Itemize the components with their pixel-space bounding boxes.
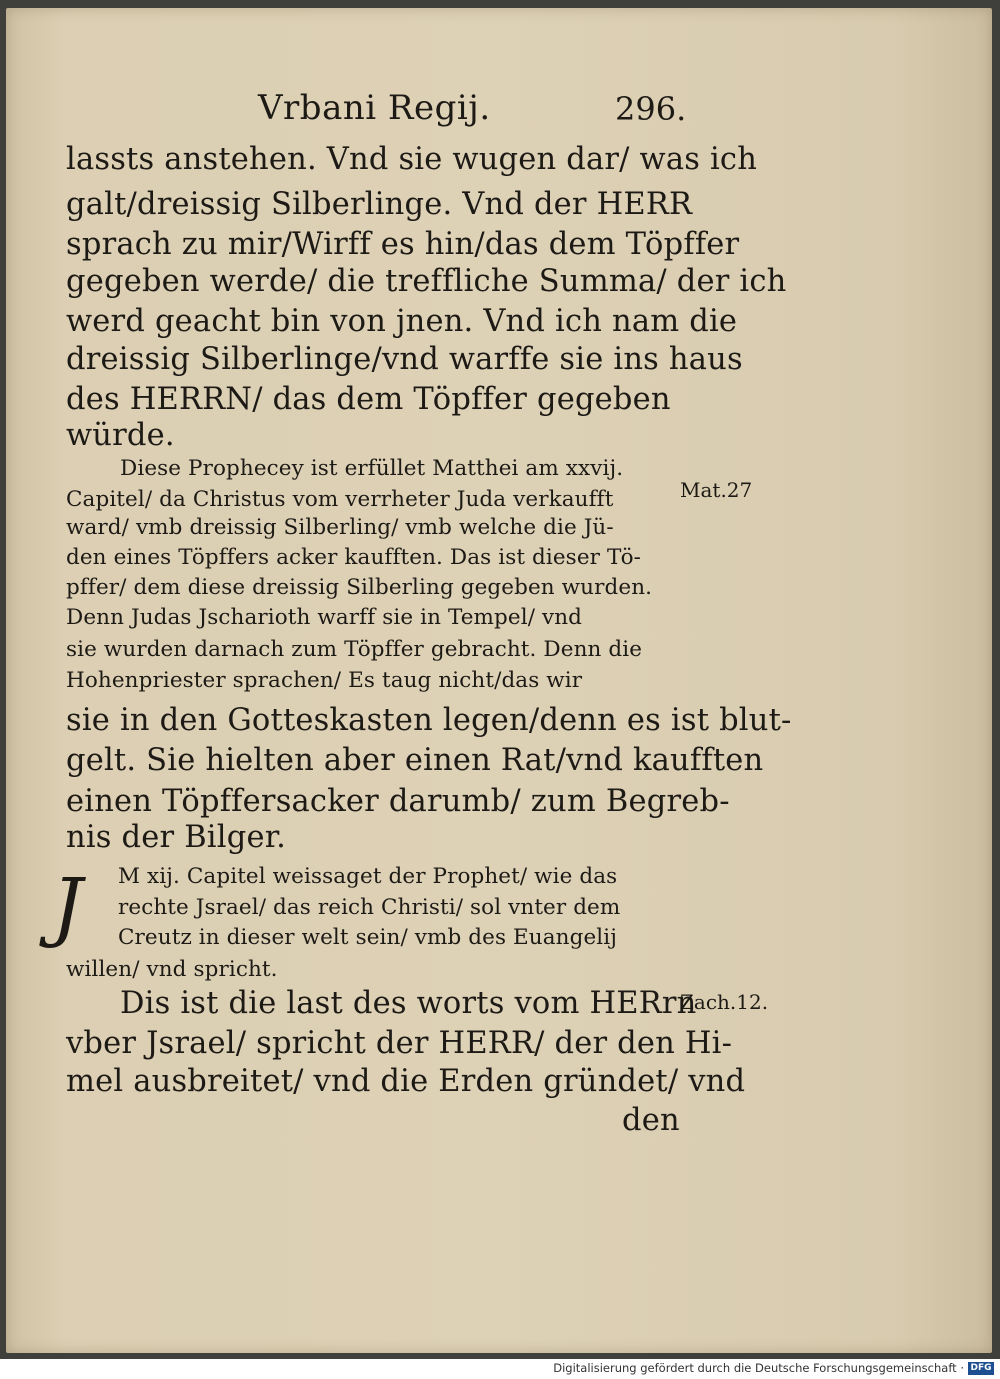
- body-line: mel ausbreitet/ vnd die Erden gründet/ vnd: [66, 1064, 746, 1099]
- marginal-note: Mat.27: [680, 478, 753, 502]
- body-line: werd geacht bin von jnen. Vnd ich nam die: [66, 304, 738, 339]
- body-line: lassts anstehen. Vnd sie wugen dar/ was ich: [66, 142, 758, 177]
- body-line: nis der Bilger.: [66, 820, 287, 855]
- intro-line: Creutz in dieser welt sein/ vmb des Euangelij: [118, 925, 618, 950]
- commentary-line: Diese Prophecey ist erfüllet Matthei am xxvij.: [120, 456, 624, 481]
- body-line: gegeben werde/ die treffliche Summa/ der ich: [66, 264, 787, 299]
- body-line: dreissig Silberlinge/vnd warffe sie ins haus: [66, 342, 743, 377]
- funding-notice: Digitalisierung gefördert durch die Deutsche Forschungsgemeinschaft ·: [553, 1361, 964, 1375]
- running-head: Vrbani Regij.: [258, 88, 491, 128]
- dfg-logo: DFG: [968, 1362, 994, 1375]
- commentary-line: sie wurden darnach zum Töpffer gebracht. Denn die: [66, 637, 643, 662]
- body-line: sie in den Gotteskasten legen/denn es ist blut-: [66, 703, 792, 738]
- drop-initial: J: [52, 861, 83, 950]
- body-line: sprach zu mir/Wirff es hin/das dem Töpffer: [66, 227, 740, 262]
- commentary-line: den eines Töpffers acker kaufften. Das ist dieser Tö-: [66, 545, 641, 570]
- body-line: des HERRN/ das dem Töpffer gegeben: [66, 382, 671, 417]
- marginal-note: Zach.12.: [680, 990, 769, 1014]
- footer-bar: [0, 1359, 1000, 1379]
- body-line: vber Jsrael/ spricht der HERR/ der den Hi-: [66, 1026, 733, 1061]
- commentary-line: Capitel/ da Christus vom verrheter Juda verkaufft: [66, 487, 614, 512]
- page-number: 296.: [615, 90, 687, 128]
- commentary-line: Denn Judas Jscharioth warff sie in Tempel/ vnd: [66, 605, 583, 630]
- body-line: einen Töpffersacker darumb/ zum Begreb-: [66, 784, 730, 819]
- intro-line: rechte Jsrael/ das reich Christi/ sol vnter dem: [118, 895, 621, 920]
- commentary-line: ward/ vmb dreissig Silberling/ vmb welche die Jü-: [66, 515, 614, 540]
- catchword: den: [622, 1103, 680, 1138]
- intro-line: willen/ vnd spricht.: [66, 957, 278, 982]
- commentary-line: Hohenpriester sprachen/ Es taug nicht/das wir: [66, 668, 583, 693]
- body-line: Dis ist die last des worts vom HERrn: [120, 986, 697, 1021]
- body-line: würde.: [66, 418, 175, 453]
- body-line: galt/dreissig Silberlinge. Vnd der HERR: [66, 187, 693, 222]
- commentary-line: pffer/ dem diese dreissig Silberling gegeben wurden.: [66, 575, 653, 600]
- body-line: gelt. Sie hielten aber einen Rat/vnd kaufften: [66, 743, 764, 778]
- intro-line: M xij. Capitel weissaget der Prophet/ wie das: [118, 864, 618, 889]
